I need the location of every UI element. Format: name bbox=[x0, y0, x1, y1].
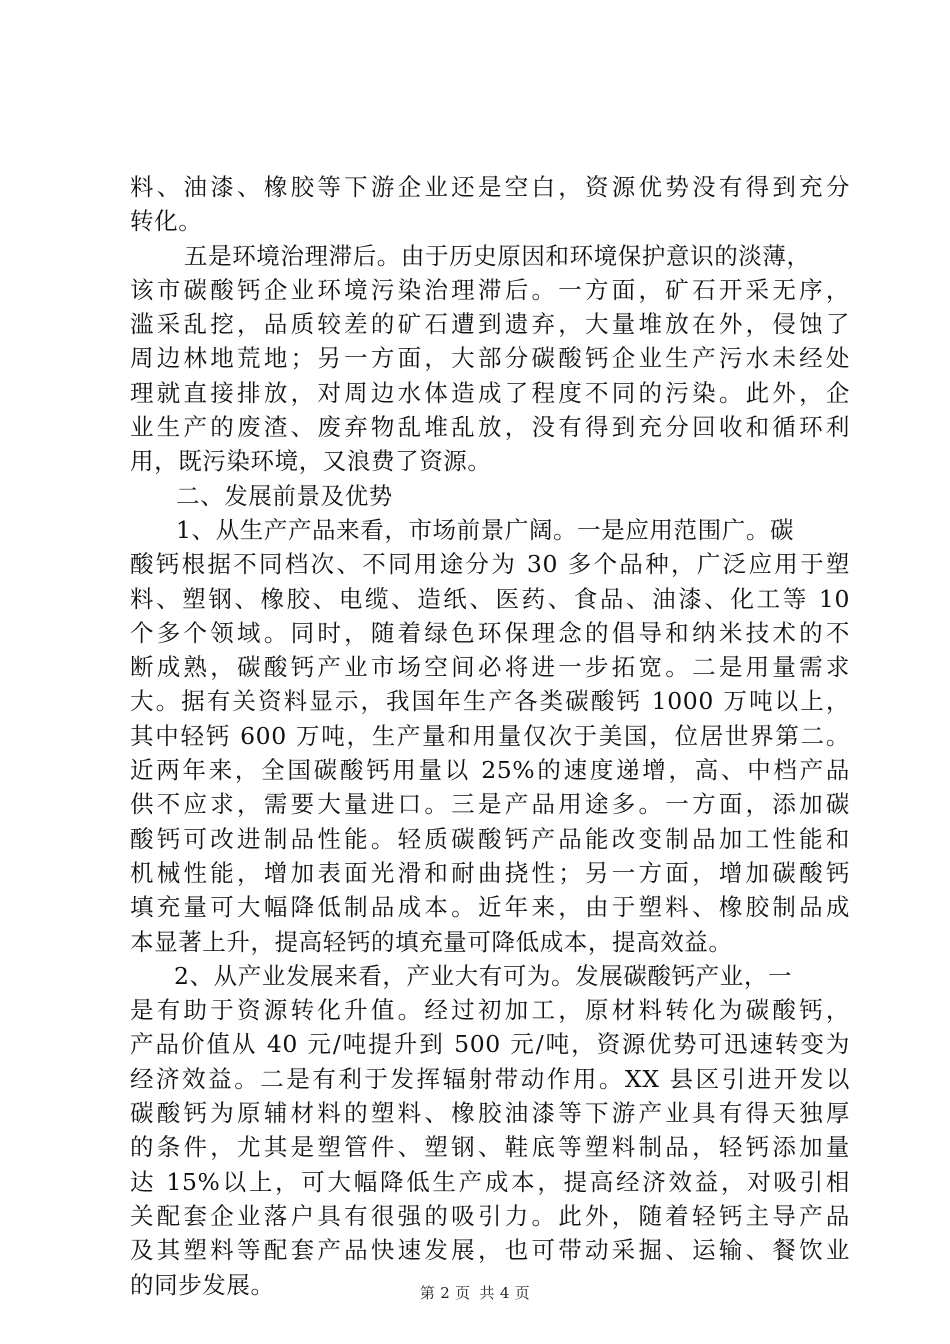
page-total: 共 4 页 bbox=[479, 1284, 531, 1302]
text-line: 料、塑钢、橡胶、电缆、造纸、医药、食品、油漆、化工等 10 bbox=[130, 584, 850, 613]
document-body bbox=[130, 170, 850, 1302]
text-line: 的条件，尤其是塑管件、塑钢、鞋底等塑料制品，轻钙添加量 bbox=[130, 1133, 850, 1162]
text-line: 滥采乱挖，品质较差的矿石遭到遗弃，大量堆放在外，侵蚀了 bbox=[130, 310, 850, 339]
text-line: 产品价值从 40 元/吨提升到 500 元/吨，资源优势可迅速转变为 bbox=[130, 1030, 850, 1059]
text-line: 机械性能，增加表面光滑和耐曲挠性；另一方面，增加碳酸钙 bbox=[130, 858, 850, 887]
text-line: 该市碳酸钙企业环境污染治理滞后。一方面，矿石开采无序， bbox=[130, 275, 850, 304]
text-line: 填充量可大幅降低制品成本。近年来，由于塑料、橡胶制品成 bbox=[130, 893, 850, 922]
text-line: 个多个领域。同时，随着绿色环保理念的倡导和纳米技术的不 bbox=[130, 618, 850, 647]
text-line: 业生产的废渣、废弃物乱堆乱放，没有得到充分回收和循环利 bbox=[130, 413, 850, 442]
text-line: 近两年来，全国碳酸钙用量以 25%的速度递增，高、中档产品 bbox=[130, 756, 850, 785]
text-line: 酸钙可改进制品性能。轻质碳酸钙产品能改变制品加工性能和 bbox=[130, 824, 850, 853]
paragraph-first-line: 1、从生产产品来看，市场前景广阔。一是应用范围广。碳 bbox=[176, 515, 795, 544]
text-line: 断成熟，碳酸钙产业市场空间必将进一步拓宽。二是用量需求 bbox=[130, 653, 850, 682]
page-footer bbox=[0, 1282, 950, 1303]
text-line: 关配套企业落户具有很强的吸引力。此外，随着轻钙主导产品 bbox=[130, 1201, 850, 1230]
paragraph-first-line: 五是环境治理滞后。由于历史原因和环境保护意识的淡薄， bbox=[184, 241, 811, 270]
text-line: 大。据有关资料显示，我国年生产各类碳酸钙 1000 万吨以上， bbox=[130, 687, 850, 716]
text-line: 用，既污染环境，又浪费了资源。 bbox=[130, 447, 492, 476]
text-line: 本显著上升，提高轻钙的填充量可降低成本，提高效益。 bbox=[130, 927, 733, 956]
text-line: 达 15%以上，可大幅降低生产成本，提高经济效益，对吸引相 bbox=[130, 1167, 850, 1196]
text-line: 是有助于资源转化升值。经过初加工，原材料转化为碳酸钙， bbox=[130, 996, 850, 1025]
text-line: 转化。 bbox=[130, 207, 203, 236]
text-line: 供不应求，需要大量进口。三是产品用途多。一方面，添加碳 bbox=[130, 790, 850, 819]
text-line: 经济效益。二是有利于发挥辐射带动作用。XX 县区引进开发以 bbox=[130, 1064, 850, 1093]
text-line: 及其塑料等配套产品快速发展，也可带动采掘、运输、餐饮业 bbox=[130, 1236, 850, 1265]
text-line: 碳酸钙为原辅材料的塑料、橡胶油漆等下游产业具有得天独厚 bbox=[130, 1099, 850, 1128]
text-line: 酸钙根据不同档次、不同用途分为 30 多个品种，广泛应用于塑 bbox=[130, 550, 850, 579]
page-number: 第 2 页 bbox=[419, 1284, 471, 1302]
text-line: 料、油漆、橡胶等下游企业还是空白，资源优势没有得到充分 bbox=[130, 173, 850, 201]
text-line: 其中轻钙 600 万吨，生产量和用量仅次于美国，位居世界第二。 bbox=[130, 721, 850, 750]
section-heading: 二、发展前景及优势 bbox=[176, 481, 393, 510]
text-line: 的同步发展。 bbox=[130, 1270, 275, 1299]
paragraph-first-line: 2、从产业发展来看，产业大有可为。发展碳酸钙产业，一 bbox=[174, 961, 793, 990]
text-line: 周边林地荒地；另一方面，大部分碳酸钙企业生产污水未经处 bbox=[130, 344, 850, 373]
text-line: 理就直接排放，对周边水体造成了程度不同的污染。此外，企 bbox=[130, 378, 850, 407]
